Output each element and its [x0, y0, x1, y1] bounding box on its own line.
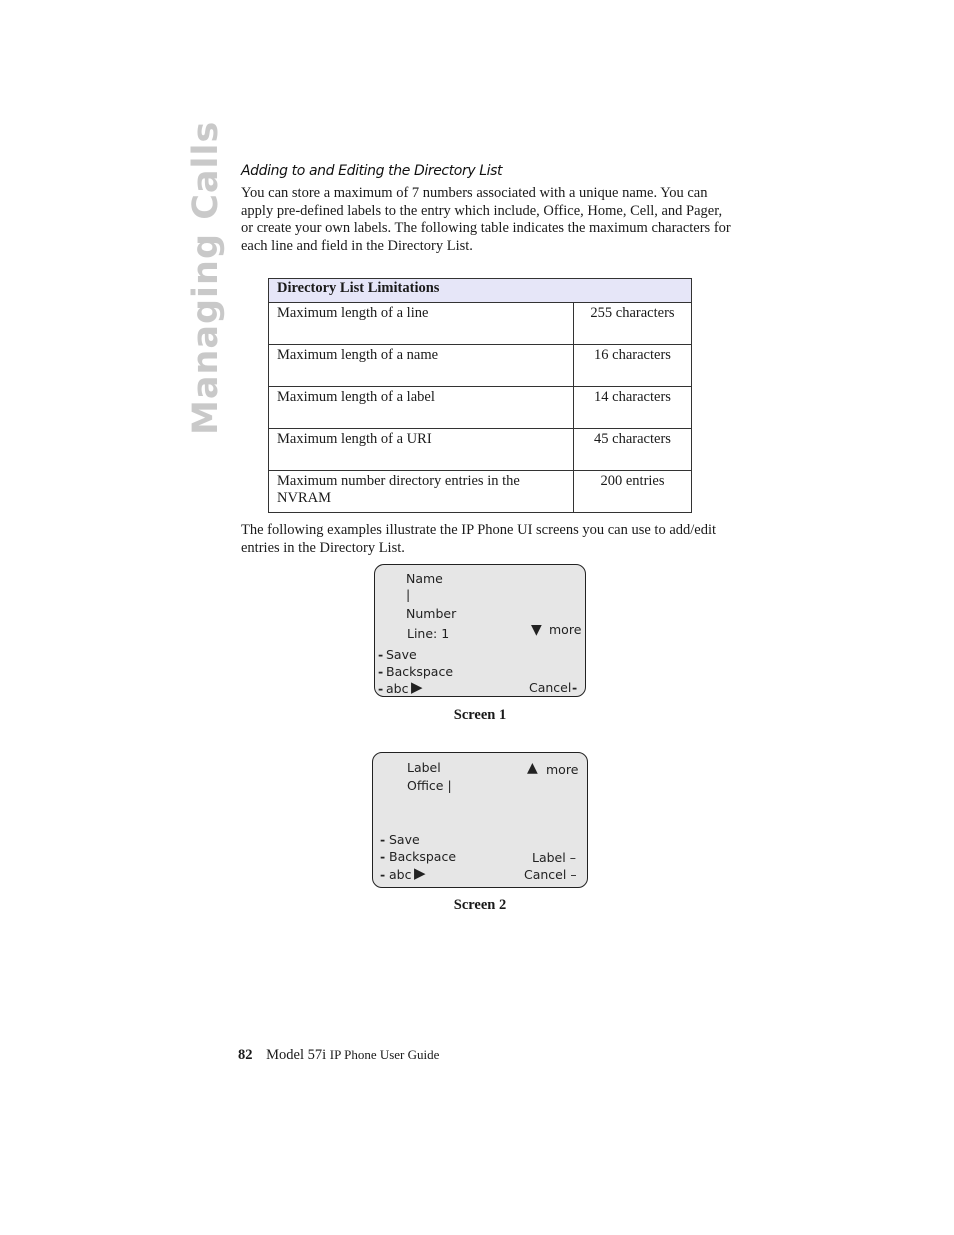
row-label: Maximum number directory entries in the NVRAM	[269, 471, 574, 513]
row-value: 14 characters	[574, 387, 692, 429]
label-value: Office |	[407, 778, 452, 793]
footer-guide: IP Phone User Guide	[329, 1047, 440, 1062]
table-row	[269, 429, 692, 471]
phone-screen-2	[372, 752, 588, 888]
page-number: 82	[238, 1047, 253, 1063]
more-down-arrow-icon: ▼	[531, 622, 542, 638]
table-row	[269, 303, 692, 345]
label-softkey[interactable]: Label –	[532, 850, 576, 865]
cancel-softkey[interactable]: Cancel –	[524, 867, 577, 882]
more-label: more	[546, 762, 579, 777]
softkey-dash-icon: -	[378, 664, 384, 679]
softkey-dash-icon: -	[380, 849, 386, 864]
table-header-row	[269, 279, 692, 303]
softkey-dash-icon: -	[380, 832, 386, 847]
row-label: Maximum length of a URI	[269, 429, 574, 471]
row-label: Maximum length of a label	[269, 387, 574, 429]
screen-2-caption: Screen 2	[453, 897, 507, 913]
table-header: Directory List Limitations	[269, 279, 692, 303]
phone-screen-1	[374, 564, 586, 697]
row-label: Maximum length of a line	[269, 303, 574, 345]
intro-paragraph: You can store a maximum of 7 numbers associated with a unique name. You can apply pre-defined labels to the entry which include, Office, Home, Cell, and Pager, or create your own labels. The following table indicates the maximum characters for each line and field in the Directory List.	[241, 185, 731, 254]
row-value: 45 characters	[574, 429, 692, 471]
row-value: 255 characters	[574, 303, 692, 345]
softkey-dash-icon: -	[572, 680, 578, 695]
save-softkey[interactable]: Save	[389, 832, 420, 847]
play-arrow-icon: ▶	[411, 678, 423, 696]
more-up-arrow-icon: ▲	[527, 760, 538, 776]
examples-paragraph: The following examples illustrate the IP Phone UI screens you can use to add/edit entries in the Directory List.	[241, 522, 717, 556]
row-label: Maximum length of a name	[269, 345, 574, 387]
name-label: Name	[406, 571, 443, 586]
table-row	[269, 387, 692, 429]
table-row	[269, 345, 692, 387]
directory-limits-table	[268, 278, 692, 513]
cancel-softkey[interactable]: Cancel	[529, 680, 572, 695]
backspace-softkey[interactable]: Backspace	[389, 849, 457, 864]
line-label: Line: 1	[407, 626, 450, 641]
softkey-dash-icon: -	[378, 681, 384, 696]
row-value: 16 characters	[574, 345, 692, 387]
number-label: Number	[406, 606, 457, 621]
table-row	[269, 471, 692, 513]
text-cursor: |	[406, 587, 411, 602]
screen-1-caption: Screen 1	[453, 707, 507, 723]
play-arrow-icon: ▶	[414, 864, 426, 882]
save-softkey[interactable]: Save	[386, 647, 417, 662]
sidebar-chapter-title: Managing Calls	[186, 120, 226, 435]
abc-softkey[interactable]: abc	[386, 681, 409, 696]
abc-softkey[interactable]: abc	[389, 867, 412, 882]
section-heading: Adding to and Editing the Directory List	[241, 163, 503, 179]
softkey-dash-icon: -	[378, 647, 384, 662]
label-title: Label	[407, 760, 441, 775]
page-footer	[238, 1047, 439, 1064]
softkey-dash-icon: -	[380, 867, 386, 882]
backspace-softkey[interactable]: Backspace	[386, 664, 454, 679]
more-label: more	[549, 622, 582, 637]
row-value: 200 entries	[574, 471, 692, 513]
footer-model: Model 57i	[266, 1047, 327, 1063]
